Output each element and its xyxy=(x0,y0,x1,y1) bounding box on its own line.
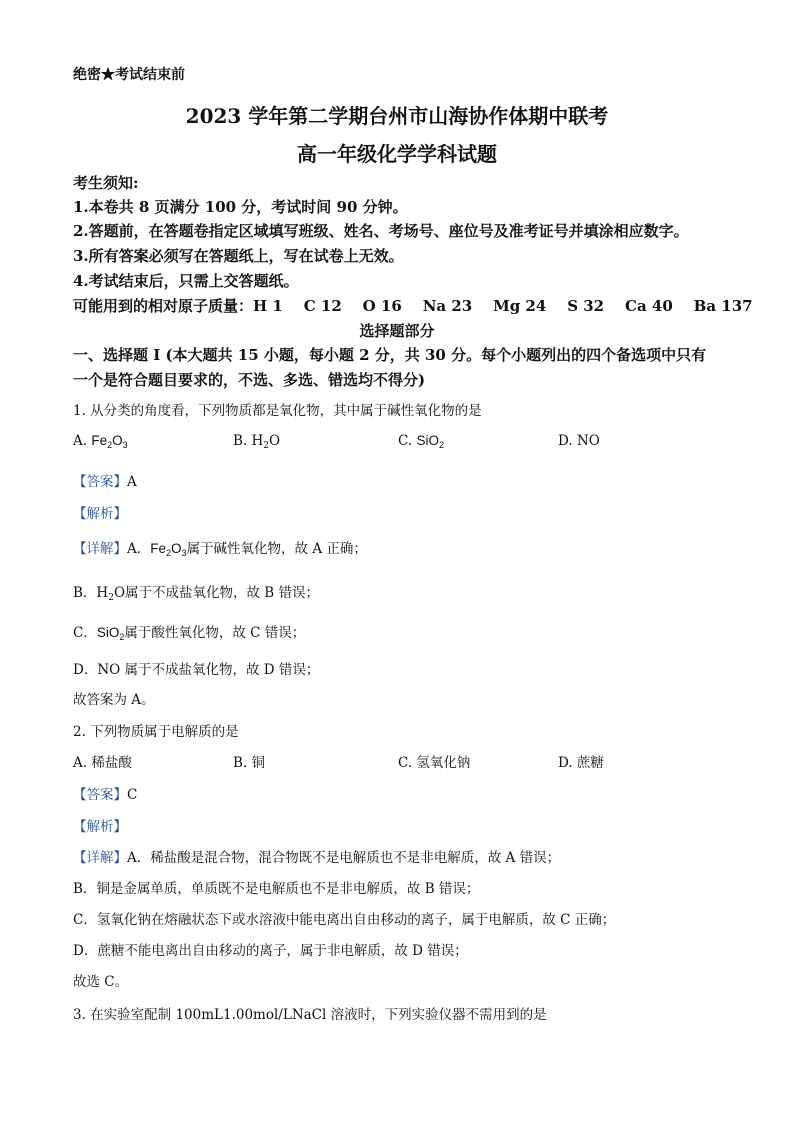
q1-option-d: D. NO xyxy=(558,433,600,449)
notice-item-1: 1.本卷共 8 页满分 100 分，考试时间 90 分钟。 xyxy=(73,198,408,216)
q1-stem: 1. 从分类的角度看，下列物质都是氧化物，其中属于碱性氧化物的是 xyxy=(73,403,482,419)
q1-detail-c: C．SiO$_2$属于酸性氧化物，故 C 错误； xyxy=(73,625,306,642)
q1-detail-d: D．NO 属于不成盐氧化物，故 D 错误； xyxy=(73,662,320,678)
notice-item-2: 2.答题前，在答题卷指定区域填写班级、姓名、考场号、座位号及准考证号并填涂相应数字。 xyxy=(73,222,689,240)
atomic-masses: 可能用到的相对原子质量：H 1 C 12 O 16 Na 23 Mg 24 S 32 Ca 40 Ba 137 xyxy=(73,297,753,315)
q1-option-b: B. $H_2O$ xyxy=(233,433,281,451)
section-title: 选择题部分 xyxy=(359,322,435,340)
q3-stem: 3. 在实验室配制 100mL1.00mol/LNaCl 溶液时，下列实验仪器不需用到的是 xyxy=(73,1007,547,1023)
q2-stem: 2. 下列物质属于电解质的是 xyxy=(73,724,239,740)
confidential-mark: 绝密★考试结束前 xyxy=(73,67,185,83)
q1-detail-b: B．$H_2O$属于不成盐氧化物，故 B 错误； xyxy=(73,585,320,603)
q2-analysis-tag: 【解析】 xyxy=(73,819,127,835)
q2-option-b: B. 铜 xyxy=(233,755,266,771)
notice-heading: 考生须知: xyxy=(73,174,139,192)
q2-detail-b: B．铜是金属单质，单质既不是电解质也不是非电解质，故 B 错误； xyxy=(73,881,480,897)
part1-instructions-line2: 一个是符合题目要求的，不选、多选、错选均不得分) xyxy=(73,371,426,389)
q1-answer: 【答案】A xyxy=(73,474,137,490)
q2-option-d: D. 蔗糖 xyxy=(558,755,604,771)
q2-detail-a: 【详解】A．稀盐酸是混合物，混合物既不是电解质也不是非电解质，故 A 错误； xyxy=(73,850,561,866)
q1-conclusion: 故答案为 A。 xyxy=(73,692,155,708)
q2-option-c: C. 氢氧化钠 xyxy=(398,755,471,771)
q2-detail-c: C．氢氧化钠在熔融状态下或水溶液中能电离出自由移动的离子，属于电解质，故 C 正确； xyxy=(73,912,616,928)
q2-detail-d: D．蔗糖不能电离出自由移动的离子，属于非电解质，故 D 错误； xyxy=(73,943,468,959)
q2-conclusion: 故选 C。 xyxy=(73,974,129,990)
notice-item-4: 4.考试结束后，只需上交答题纸。 xyxy=(73,272,299,290)
notice-item-3: 3.所有答案必须写在答题纸上，写在试卷上无效。 xyxy=(73,247,404,265)
exam-title: 2023 学年第二学期台州市山海协作体期中联考 xyxy=(185,104,609,128)
q2-option-a: A. 稀盐酸 xyxy=(73,755,132,771)
part1-instructions-line1: 一、选择题 I (本大题共 15 小题，每小题 2 分，共 30 分。每个小题列出的四个备选项中只有 xyxy=(73,346,707,364)
q1-option-a: A. $Fe_2O_3$ xyxy=(73,433,128,450)
q2-answer: 【答案】C xyxy=(73,787,138,803)
exam-subtitle: 高一年级化学学科试题 xyxy=(297,142,497,166)
q1-analysis-tag: 【解析】 xyxy=(73,506,127,522)
q1-option-c: C. SiO$_2$ xyxy=(398,433,444,450)
q1-detail-a: 【详解】A．$Fe_2O_3$属于碱性氧化物，故 A 正确； xyxy=(73,541,367,558)
